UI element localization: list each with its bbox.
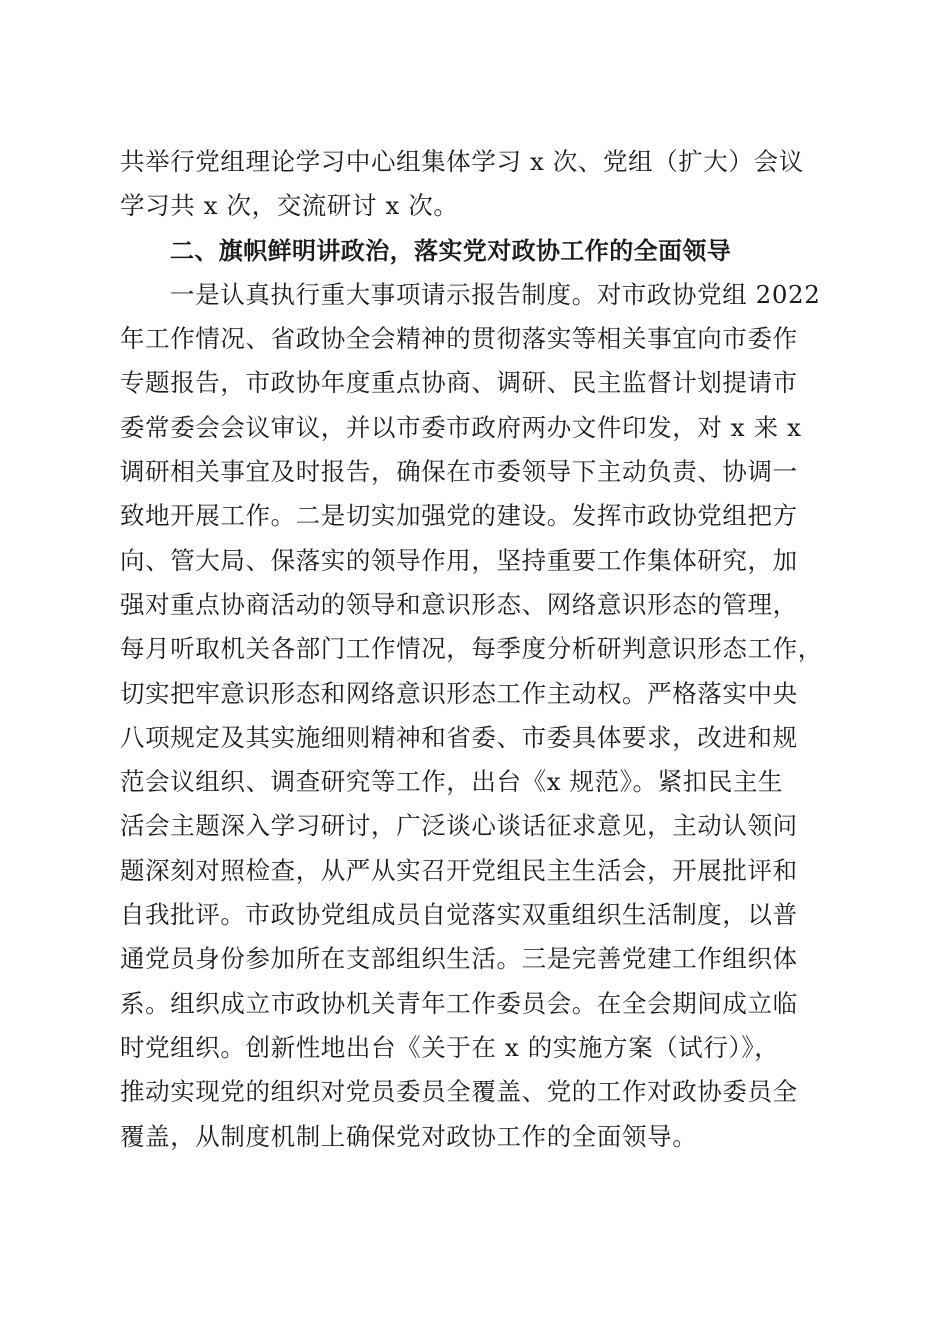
document-body [120,140,832,1159]
body-text-line: 八项规定及其实施细则精神和省委、市委具体要求，改进和规 [120,722,798,752]
body-text-line: 时党组织。创新性地出台《关于在 x 的实施方案（试行）》， [120,1032,780,1062]
section-heading: 二、旗帜鲜明讲政治，落实党对政协工作的全面领导 [170,236,732,265]
paragraph-first-line: 一是认真执行重大事项请示报告制度。对市政协党组 2022 [170,279,821,309]
body-text-line: 自我批评。市政协党组成员自觉落实双重组织生活制度，以普 [120,900,798,930]
body-text-line: 切实把牢意识形态和网络意识形态工作主动权。严格落实中央 [120,678,798,708]
body-text-line: 调研相关事宜及时报告，确保在市委领导下主动负责、协调一 [120,457,798,487]
body-text-line: 每月听取机关各部门工作情况，每季度分析研判意识形态工作， [120,634,823,664]
body-text-line: 共举行党组理论学习中心组集体学习 x 次、党组（扩大）会议 [120,147,804,176]
body-text-line: 覆盖，从制度机制上确保党对政协工作的全面领导。 [120,1121,698,1151]
body-text-line: 范会议组织、调查研究等工作，出台《x 规范》。紧扣民主生 [120,767,784,797]
body-text-line: 致地开展工作。二是切实加强党的建设。发挥市政协党组把方 [120,501,798,531]
body-text-line: 系。组织成立市政协机关青年工作委员会。在全会期间成立临 [120,988,798,1018]
body-text-line: 向、管大局、保落实的领导作用，坚持重要工作集体研究，加 [120,545,798,575]
body-text-line: 推动实现党的组织对党员委员全覆盖、党的工作对政协委员全 [120,1077,798,1107]
body-text-line: 学习共 x 次，交流研讨 x 次。 [120,191,459,221]
body-text-line: 强对重点协商活动的领导和意识形态、网络意识形态的管理， [120,589,798,619]
body-text-line: 年工作情况、省政协全会精神的贯彻落实等相关事宜向市委作 [120,324,798,354]
body-text-line: 专题报告，市政协年度重点协商、调研、民主监督计划提请市 [120,368,798,398]
body-text-line: 委常委会会议审议，并以市委市政府两办文件印发，对 x 来 x [120,412,802,442]
body-text-line: 活会主题深入学习研讨，广泛谈心谈话征求意见，主动认领问 [120,811,798,841]
body-text-line: 题深刻对照检查，从严从实召开党组民主生活会，开展批评和 [120,855,798,885]
body-text-line: 通党员身份参加所在支部组织生活。三是完善党建工作组织体 [120,944,798,974]
